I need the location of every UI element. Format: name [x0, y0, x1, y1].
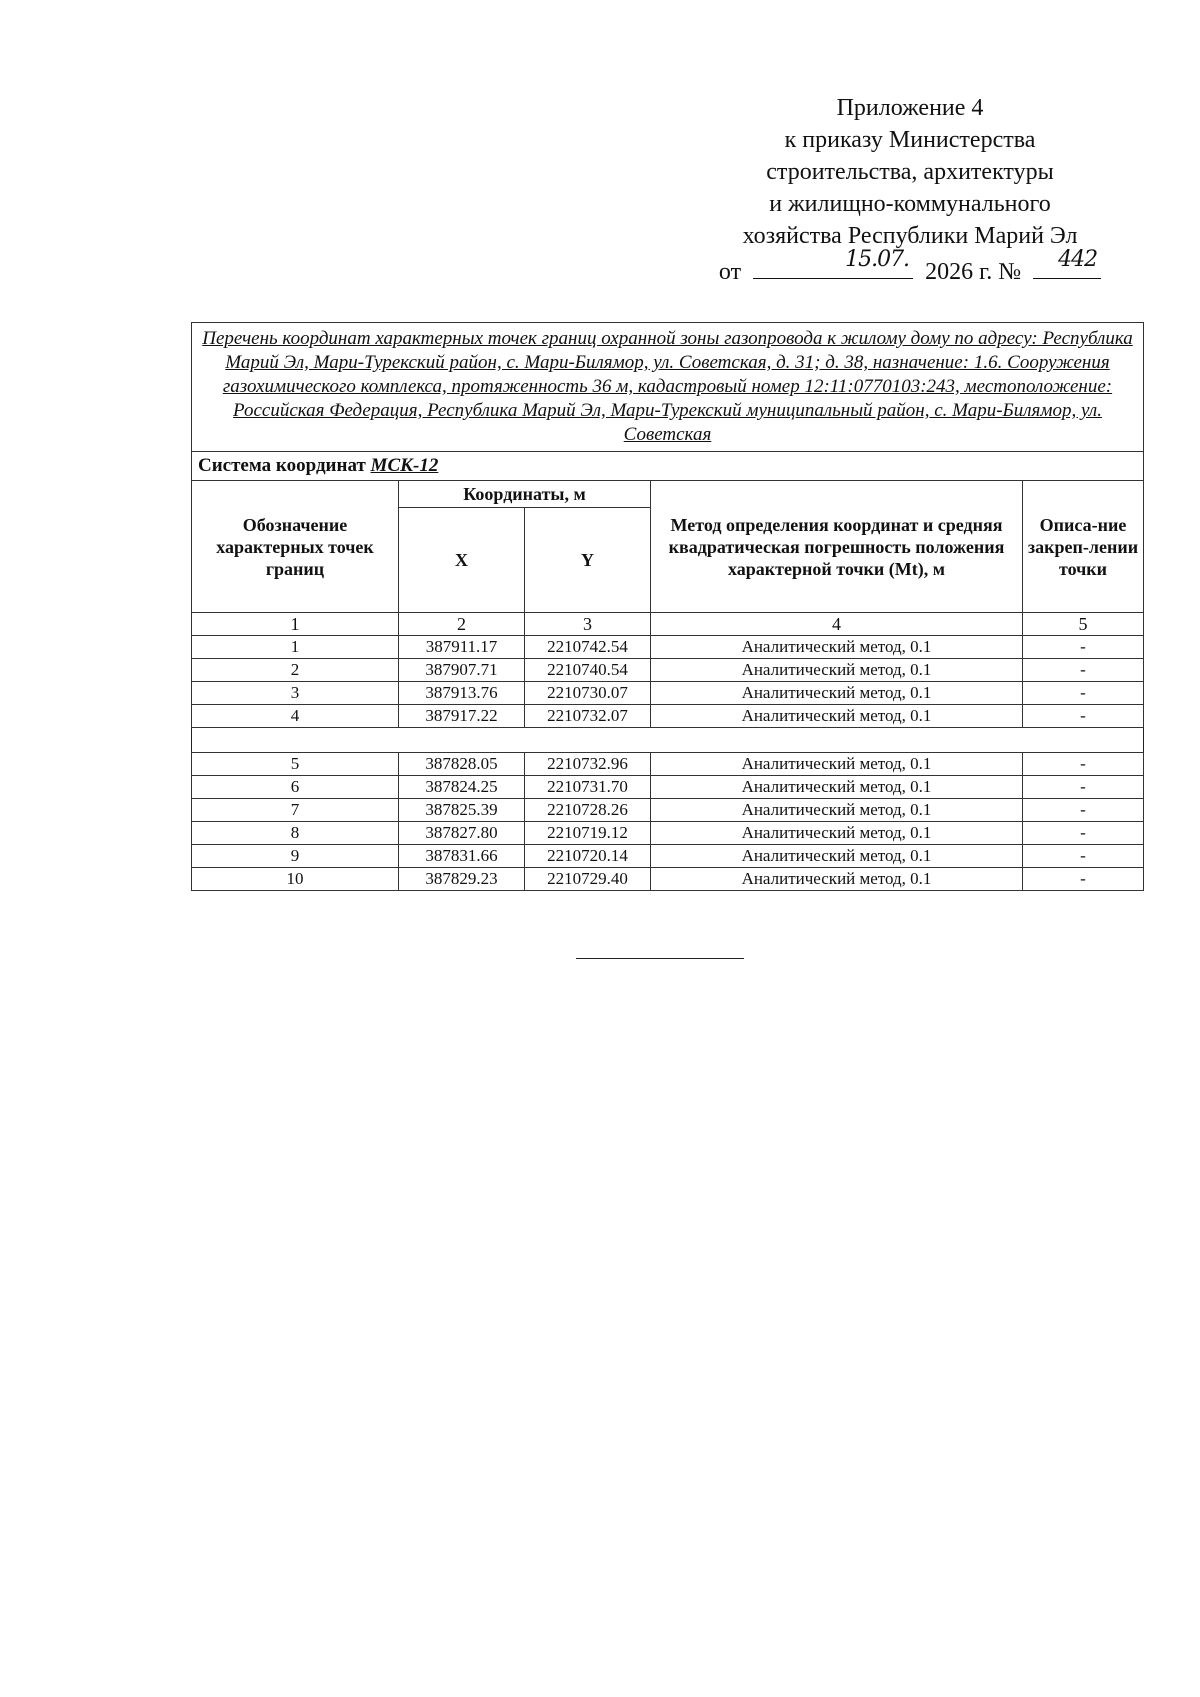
- method: Аналитический метод, 0.1: [651, 682, 1023, 705]
- method: Аналитический метод, 0.1: [651, 799, 1023, 822]
- coord-y: 2210742.54: [525, 636, 651, 659]
- table-title-row: [192, 323, 1144, 452]
- coord-x: 387913.76: [399, 682, 525, 705]
- header-row-1: [192, 481, 1144, 508]
- point-id: 6: [192, 776, 399, 799]
- header-line: строительства, архитектуры: [766, 159, 1054, 185]
- table-row: [192, 682, 1144, 705]
- header-y: Y: [525, 508, 651, 613]
- coord-x: 387831.66: [399, 845, 525, 868]
- description: -: [1023, 845, 1144, 868]
- method: Аналитический метод, 0.1: [651, 636, 1023, 659]
- coord-system-row: [192, 452, 1144, 481]
- table-row: [192, 705, 1144, 728]
- coord-y: 2210740.54: [525, 659, 651, 682]
- coord-y: 2210720.14: [525, 845, 651, 868]
- point-id: 2: [192, 659, 399, 682]
- order-date-line: [690, 247, 1130, 288]
- table-row: [192, 659, 1144, 682]
- method: Аналитический метод, 0.1: [651, 845, 1023, 868]
- method: Аналитический метод, 0.1: [651, 776, 1023, 799]
- coord-x: 387829.23: [399, 868, 525, 891]
- closing-rule: [576, 958, 744, 959]
- description: -: [1023, 636, 1144, 659]
- coord-y: 2210731.70: [525, 776, 651, 799]
- col-number: 3: [525, 613, 651, 636]
- column-numbers-row: [192, 613, 1144, 636]
- coord-system-label: Система координат: [198, 455, 366, 476]
- appendix-header: [690, 92, 1130, 288]
- description: -: [1023, 799, 1144, 822]
- header-line: и жилищно-коммунального: [769, 191, 1051, 217]
- header-coords: Координаты, м: [399, 481, 651, 508]
- handwritten-number: 442: [1058, 247, 1098, 272]
- coord-y: 2210729.40: [525, 868, 651, 891]
- coord-x: 387911.17: [399, 636, 525, 659]
- coordinates-table: [191, 322, 1144, 891]
- group-separator-row: [192, 728, 1144, 753]
- date-blank: [753, 247, 913, 279]
- header-desc: Описа-ние закреп-лении точки: [1023, 481, 1144, 613]
- method: Аналитический метод, 0.1: [651, 753, 1023, 776]
- coord-x: 387907.71: [399, 659, 525, 682]
- number-blank: [1033, 247, 1101, 279]
- description: -: [1023, 822, 1144, 845]
- coord-y: 2210732.96: [525, 753, 651, 776]
- header-line: хозяйства Республики Марий Эл: [742, 223, 1078, 249]
- method: Аналитический метод, 0.1: [651, 659, 1023, 682]
- coord-x: 387827.80: [399, 822, 525, 845]
- header-point: Обозначение характерных точек границ: [192, 481, 399, 613]
- table-row: [192, 753, 1144, 776]
- header-line: к приказу Министерства: [784, 127, 1036, 153]
- coord-y: 2210732.07: [525, 705, 651, 728]
- point-id: 10: [192, 868, 399, 891]
- group-separator: [192, 728, 1144, 753]
- coord-x: 387824.25: [399, 776, 525, 799]
- method: Аналитический метод, 0.1: [651, 868, 1023, 891]
- coord-y: 2210719.12: [525, 822, 651, 845]
- point-id: 4: [192, 705, 399, 728]
- table-row: [192, 822, 1144, 845]
- header-line: Приложение 4: [836, 95, 984, 121]
- coord-x: 387917.22: [399, 705, 525, 728]
- coord-system-value: МСК-12: [370, 455, 439, 476]
- method: Аналитический метод, 0.1: [651, 822, 1023, 845]
- table-row: [192, 868, 1144, 891]
- point-id: 3: [192, 682, 399, 705]
- description: -: [1023, 868, 1144, 891]
- coord-x: 387825.39: [399, 799, 525, 822]
- description: -: [1023, 776, 1144, 799]
- point-id: 8: [192, 822, 399, 845]
- col-number: 5: [1023, 613, 1144, 636]
- table-row: [192, 845, 1144, 868]
- point-id: 9: [192, 845, 399, 868]
- header-method: Метод определения координат и средняя квадратическая погрешность положения характерной точки (Mt), м: [651, 481, 1023, 613]
- header-x: X: [399, 508, 525, 613]
- description: -: [1023, 682, 1144, 705]
- table-title: Перечень координат характерных точек границ охранной зоны газопровода к жилому дому по адресу: Республика Марий Эл, Мари-Турекский район, с. Мари-Билямор, ул. Советская, д. 31; д. 38, назначение: 1.6. Сооружения газохимического комплекса, протяженность 36 м, кадастровый номер 12:11:0770103:243, местоположение: Российская Федерация, Республика Марий Эл, Мари-Турекский муниципальный район, с. Мари-Билямор, ул. Советская: [192, 323, 1144, 452]
- description: -: [1023, 659, 1144, 682]
- point-id: 1: [192, 636, 399, 659]
- coord-y: 2210728.26: [525, 799, 651, 822]
- table-row: [192, 636, 1144, 659]
- col-number: 1: [192, 613, 399, 636]
- col-number: 2: [399, 613, 525, 636]
- year-text: 2026 г. №: [925, 259, 1022, 285]
- table-row: [192, 799, 1144, 822]
- table-row: [192, 776, 1144, 799]
- col-number: 4: [651, 613, 1023, 636]
- coord-x: 387828.05: [399, 753, 525, 776]
- point-id: 7: [192, 799, 399, 822]
- description: -: [1023, 753, 1144, 776]
- coord-y: 2210730.07: [525, 682, 651, 705]
- coord-system: [192, 452, 1144, 481]
- date-prefix: от: [718, 259, 742, 285]
- description: -: [1023, 705, 1144, 728]
- handwritten-date: 15.07.: [845, 247, 910, 272]
- point-id: 5: [192, 753, 399, 776]
- method: Аналитический метод, 0.1: [651, 705, 1023, 728]
